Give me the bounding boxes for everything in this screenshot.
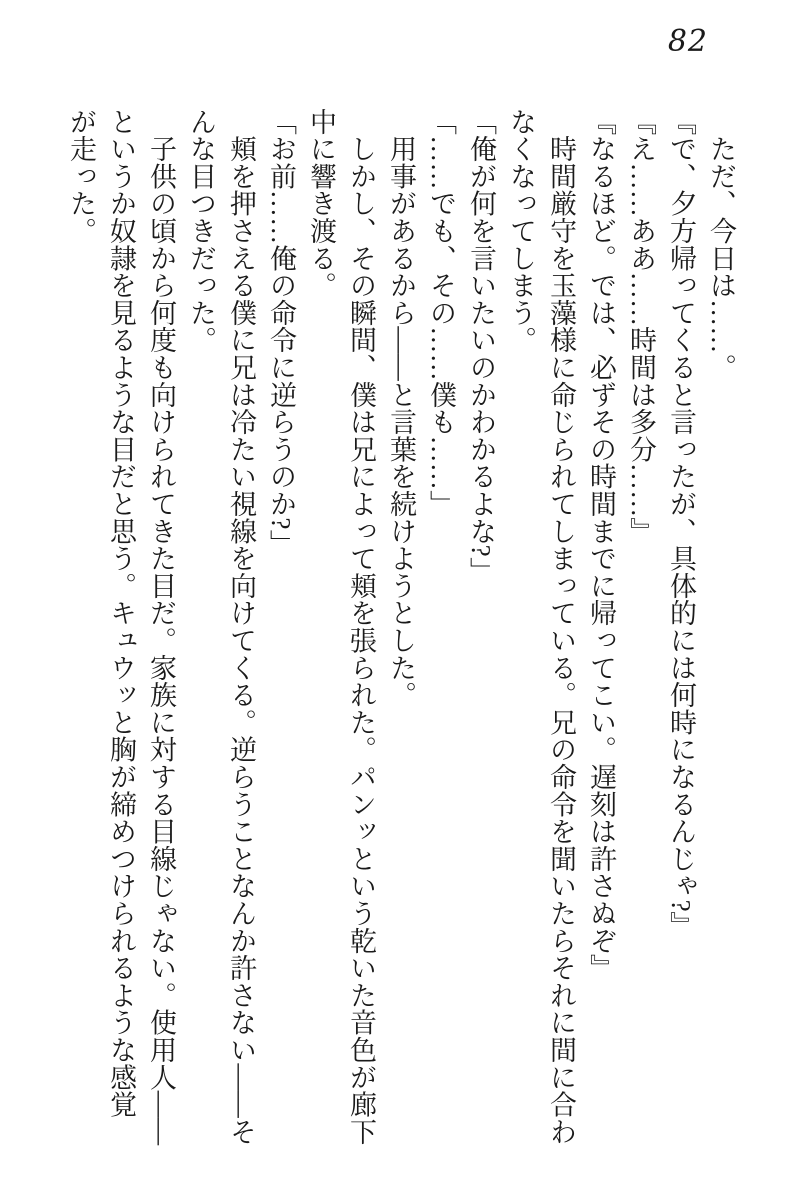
text-column: ただ、今日は……。 [706,108,736,381]
text-column: というか奴隷を見るような目だと思う。キュウッと胸が締めつけられるような感覚 [106,108,136,1119]
text-column: 『なるほど。では、必ずその時間までに帰ってこい。遅刻は許さぬぞ』 [586,108,616,982]
text-column: 中に響き渡る。 [306,108,336,300]
text-column: 子供の頃から何度も向けられてきた目だ。家族に対する目線じゃない。使用人―― [146,108,176,1146]
text-column: が走った。 [66,108,96,245]
text-column: 時間厳守を玉藻様に命じられてしまっている。兄の命令を聞いたらそれに間に合わ [546,108,576,1146]
text-column: 『え……ああ……時間は多分……』 [626,108,656,545]
text-column: 「お前……俺の命令に逆らうのか?」 [266,108,296,558]
text-column: んな目つきだった。 [186,108,216,354]
text-column: 頬を押さえる僕に兄は冷たい視線を向けてくる。逆らうことなんか許さない――そ [226,108,256,1146]
text-column: 用事があるから――と言葉を続けようとした。 [386,108,416,709]
page-number: 82 [667,24,708,59]
text-column: 「……でも、その……僕も……」 [426,108,456,518]
text-column: しかし、その瞬間、僕は兄によって頬を張られた。パンッという乾いた音色が廊下 [346,108,376,1146]
text-column: 「俺が何を言いたいのかわかるよな?」 [466,108,496,585]
text-column: 『で、夕方帰ってくると言ったが、具体的には何時になるんじゃ?』 [666,108,696,940]
text-column: なくなってしまう。 [506,108,536,354]
text-block [61,108,741,1146]
